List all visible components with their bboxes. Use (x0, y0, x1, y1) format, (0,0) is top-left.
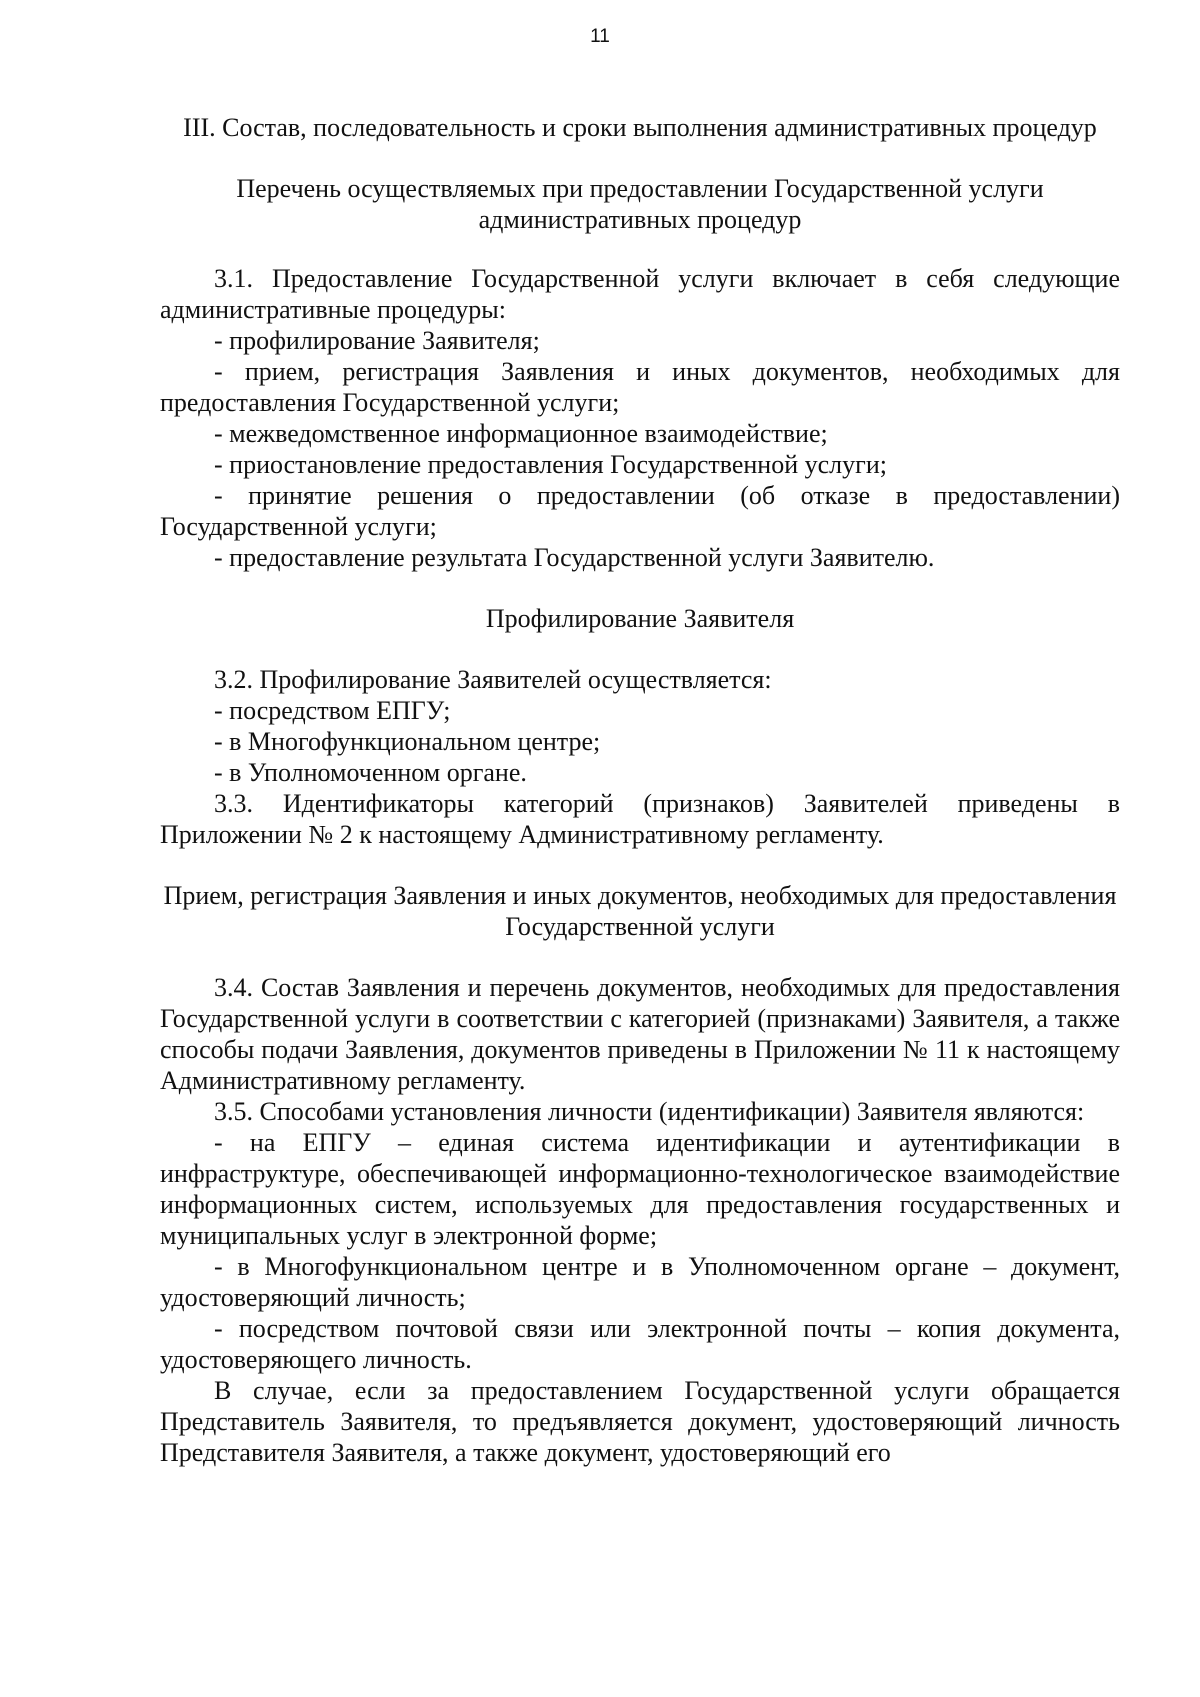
reception-heading: Прием, регистрация Заявления и иных документов, необходимых для предоставления Государственной услуги (163, 881, 1117, 941)
representative-paragraph: В случае, если за предоставлением Государственной услуги обращается Представитель Заявителя, то предъявляется документ, удостоверяющий личность Представителя Заявителя, а также документ, удостоверяющий его (160, 1376, 1120, 1467)
procedures-list-heading: Перечень осуществляемых при предоставлении Государственной услуги административных процедур (236, 174, 1044, 234)
list-item: - посредством ЕПГУ; (214, 696, 451, 725)
paragraph-3-2: 3.2. Профилирование Заявителей осуществляется: (214, 665, 772, 694)
list-item: - в Многофункциональном центре и в Уполномоченном органе – документ, удостоверяющий личность; (160, 1252, 1120, 1312)
page-number: 11 (590, 26, 610, 47)
document-body (160, 112, 1120, 1468)
paragraph-3-3: 3.3. Идентификаторы категорий (признаков) Заявителей приведены в Приложении № 2 к настоящему Административному регламенту. (160, 789, 1120, 849)
list-item: - в Многофункциональном центре; (214, 727, 601, 756)
paragraph-3-4: 3.4. Состав Заявления и перечень документов, необходимых для предоставления Государственной услуги в соответствии с категорией (признаками) Заявителя, а также способы подачи Заявления, документов приведены в Приложении № 11 к настоящему Административному регламенту. (160, 973, 1120, 1095)
list-item: - в Уполномоченном органе. (214, 758, 527, 787)
list-item: - принятие решения о предоставлении (об отказе в предоставлении) Государственной услуги; (160, 481, 1120, 541)
chapter-heading: III. Состав, последовательность и сроки выполнения административных процедур (183, 113, 1097, 142)
list-item: - на ЕПГУ – единая система идентификации и аутентификации в инфраструктуре, обеспечивающей информационно-технологическое взаимодействие информационных систем, используемых для предоставления государственных и муниципальных услуг в электронной форме; (160, 1128, 1120, 1250)
list-item: - профилирование Заявителя; (214, 326, 540, 355)
paragraph-3-1: 3.1. Предоставление Государственной услуги включает в себя следующие административные процедуры: (160, 264, 1120, 324)
list-item: - приостановление предоставления Государственной услуги; (214, 450, 887, 479)
paragraph-3-5: 3.5. Способами установления личности (идентификации) Заявителя являются: (214, 1097, 1085, 1126)
list-item: - прием, регистрация Заявления и иных документов, необходимых для предоставления Государственной услуги; (160, 357, 1120, 417)
profiling-heading: Профилирование Заявителя (485, 604, 795, 633)
list-item: - межведомственное информационное взаимодействие; (214, 419, 828, 448)
list-item: - посредством почтовой связи или электронной почты – копия документа, удостоверяющего личность. (160, 1314, 1120, 1374)
list-item: - предоставление результата Государственной услуги Заявителю. (214, 543, 935, 572)
